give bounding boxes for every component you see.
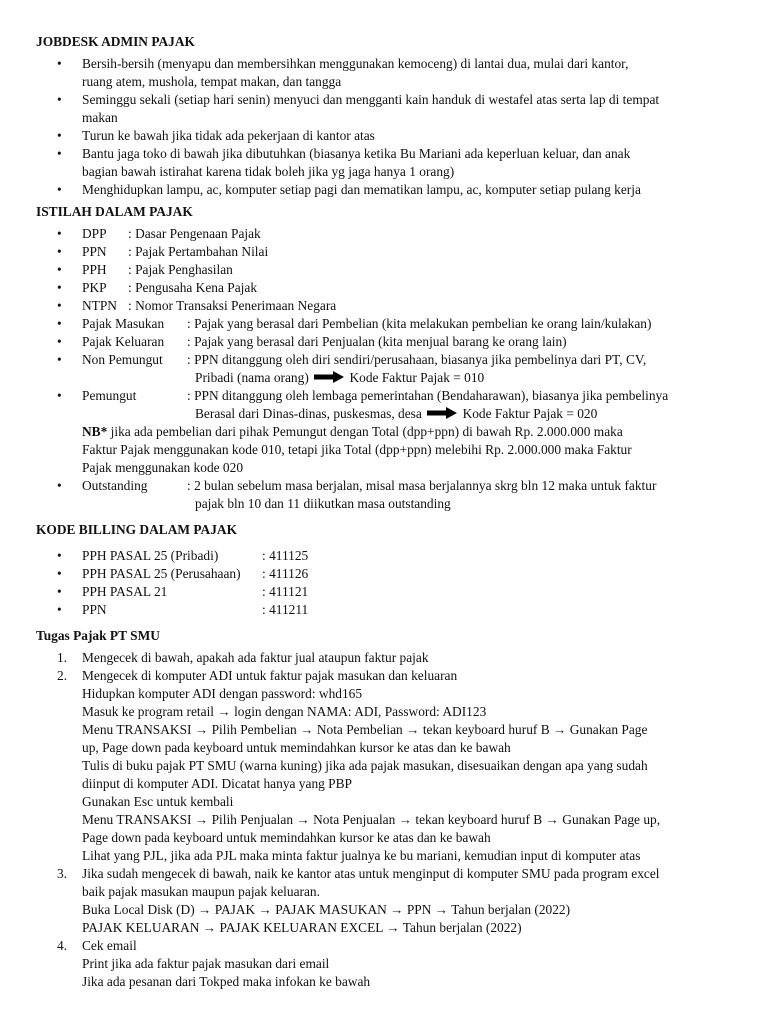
outstanding-list [36, 477, 744, 513]
section-title-kode-billing: KODE BILLING DALAM PAJAK [36, 522, 237, 537]
list-item: • NTPN : Nomor Transaksi Penerimaan Negara [36, 297, 744, 315]
list-item: • Bantu jaga toko di bawah jika dibutuhkan (biasanya ketika Bu Mariani ada keperluan keluar, dan anak bagian bawah istirahat karena tidak boleh jika yg jaga hanya 1 orang) [36, 145, 744, 181]
document-page [36, 33, 744, 991]
jobdesk-list [36, 55, 744, 199]
list-item: • PPH PASAL 25 (Pribadi) : 411125 [36, 547, 744, 565]
list-item: • PPH PASAL 21 : 411121 [36, 583, 744, 601]
section-title-jobdesk: JOBDESK ADMIN PAJAK [36, 34, 195, 49]
list-item: • Pajak Masukan : Pajak yang berasal dari Pembelian (kita melakukan pembelian ke orang lain/kulakan) [36, 315, 744, 333]
list-item: • Bersih-bersih (menyapu dan membersihkan menggunakan kemoceng) di lantai dua, mulai dari kantor, ruang atem, mushola, tempat makan, dan tangga [36, 55, 744, 91]
kode-billing-list [36, 547, 744, 619]
list-item: • Outstanding : 2 bulan sebelum masa berjalan, misal masa berjalannya skrg bln 12 maka untuk faktur pajak bln 10 dan 11 diikutkan masa outstanding [36, 477, 744, 513]
list-item: • Pemungut : PPN ditanggung oleh lembaga pemerintahan (Bendaharawan), biasanya jika pembelinya Berasal dari Dinas-dinas, puskesmas, desa Kode Faktur Pajak = 020 [36, 387, 744, 423]
list-item: 3. Jika sudah mengecek di bawah, naik ke kantor atas untuk menginput di komputer SMU pada program excel baik pajak masukan maupun pajak keluaran. Buka Local Disk (D) → PAJAK → PAJAK MASUKAN → PPN → Tahun berjalan (2022) PAJAK KELUARAN → PAJAK KELUARAN EXCEL → Tahun berjalan (2022) [57, 866, 660, 935]
list-item: • PKP : Pengusaha Kena Pajak [36, 279, 744, 297]
arrow-right-icon [314, 371, 344, 383]
list-item: 2. Mengecek di komputer ADI untuk faktur pajak masukan dan keluaran Hidupkan komputer ADI dengan password: whd165 Masuk ke program retail → login dengan NAMA: ADI, Password: ADI123 Menu TRANSAKSI → Pilih Pembelian → Nota Pembelian → tekan keyboard huruf B → Gunakan Page up, Page down pada keyboard untuk memindahkan kursor ke atas dan ke bawah Tulis di buku pajak PT SMU (warna kuning) jika ada pajak masukan, disesuaikan dengan apa yang sudah diinput di komputer ADI. Dicatat hanya yang PBP Gunakan Esc untuk kembali Menu TRANSAKSI → Pilih Penjualan → Nota Penjualan → tekan keyboard huruf B → Gunakan Page up, Page down pada keyboard untuk memindahkan kursor ke atas dan ke bawah Lihat yang PJL, jika ada PJL maka minta faktur jualnya ke bu mariani, kemudian input di komputer atas [57, 668, 661, 863]
list-item: • PPH PASAL 25 (Perusahaan) : 411126 [36, 565, 744, 583]
section-title-istilah: ISTILAH DALAM PAJAK [36, 204, 193, 219]
list-item: • PPN : 411211 [36, 601, 744, 619]
list-item: • Seminggu sekali (setiap hari senin) menyuci dan mengganti kain handuk di westafel atas serta lap di tempat makan [36, 91, 744, 127]
list-item: 4. Cek email Print jika ada faktur pajak masukan dari email Jika ada pesanan dari Tokped maka infokan ke bawah [57, 938, 371, 989]
istilah-list [36, 225, 744, 423]
list-item: • PPN : Pajak Pertambahan Nilai [36, 243, 744, 261]
section-title-tugas: Tugas Pajak PT SMU [36, 628, 160, 643]
list-item: • Non Pemungut : PPN ditanggung oleh diri sendiri/perusahaan, biasanya jika pembelinya dari PT, CV, Pribadi (nama orang) Kode Faktur Pajak = 010 [36, 351, 744, 387]
list-item: 1. Mengecek di bawah, apakah ada faktur jual ataupun faktur pajak [57, 650, 429, 665]
nb-note: NB* jika ada pembelian dari pihak Pemungut dengan Total (dpp+ppn) di bawah Rp. 2.000.000 maka Faktur Pajak menggunakan kode 010, tetapi jika Total (dpp+ppn) melebihi Rp. 2.000.000 maka Faktur Pajak menggunakan kode 020 [82, 424, 632, 475]
arrow-right-icon [427, 407, 457, 419]
tugas-list [36, 649, 744, 991]
list-item: • Menghidupkan lampu, ac, komputer setiap pagi dan mematikan lampu, ac, komputer setiap pulang kerja [36, 181, 744, 199]
list-item: • Pajak Keluaran : Pajak yang berasal dari Penjualan (kita menjual barang ke orang lain) [36, 333, 744, 351]
list-item: • PPH : Pajak Penghasilan [36, 261, 744, 279]
list-item: • DPP : Dasar Pengenaan Pajak [36, 225, 744, 243]
list-item: • Turun ke bawah jika tidak ada pekerjaan di kantor atas [36, 127, 744, 145]
